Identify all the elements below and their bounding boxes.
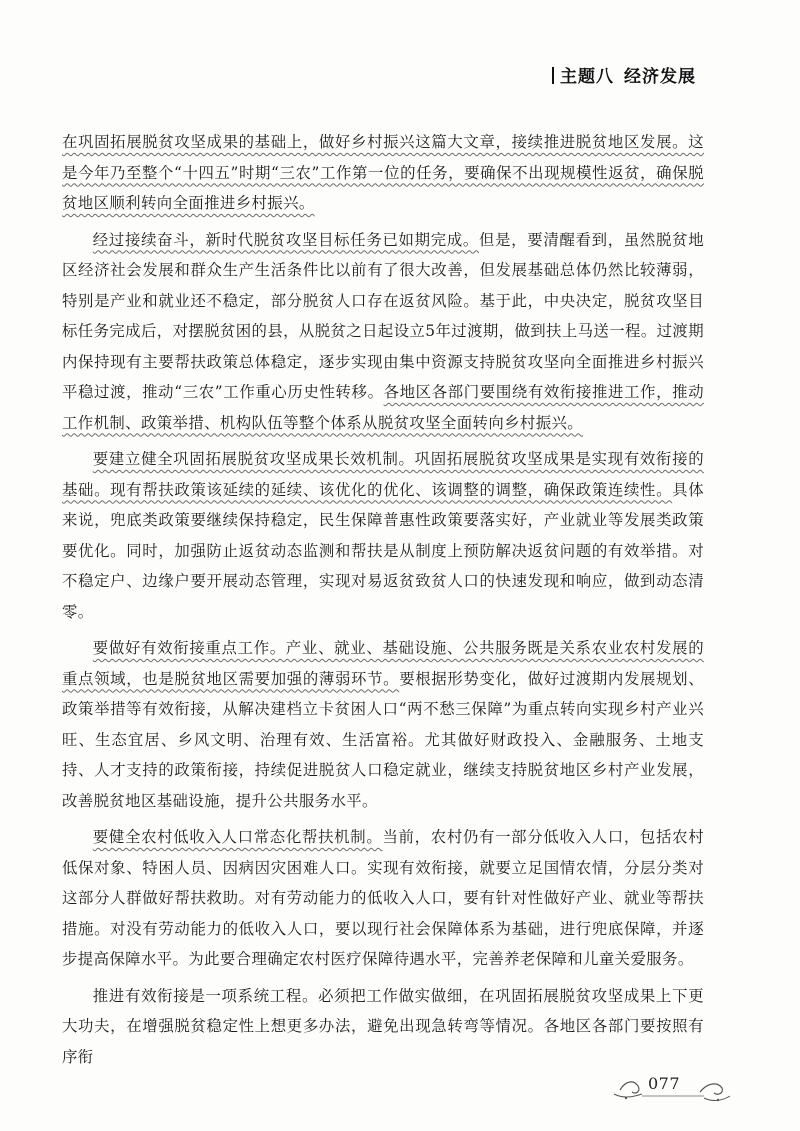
paragraph-4-text: 要根据形势变化，做好过渡期内发展规划、政策举措等有效衔接，从解决建档立卡贫困人口“两不愁三保障”为重点转向实现乡村产业兴旺、生态宜居、乡风文明、治理有效、生活富裕。尤其做好财政投入、金融服务、土地支持、人才支持的政策衔接，持续促进脱贫人口稳定就业，继续支持脱贫地区乡村产业发展，改善脱贫地区基础设施，提升公共服务水平。 [62, 669, 704, 810]
paragraph-3-text: 具体来说，兜底类政策要继续保持稳定，民生保障普惠性政策要落实好，产业就业等发展类政策要优化。同时，加强防止返贫动态监测和帮扶是从制度上预防解决返贫问题的有效举措。对不稳定户、边缘户要开展动态管理，实现对易返贫致贫人口的快速发现和响应，做到动态清零。 [62, 480, 704, 621]
header-divider-bar [552, 67, 554, 84]
paragraph-2-highlight: 经过接续奋斗，新时代脱贫攻坚目标任务已如期完成。 [92, 230, 479, 249]
paragraph-5-highlight: 要健全农村低收入人口常态化帮扶机制。 [92, 828, 383, 846]
paragraph-1-highlight: 在巩固拓展脱贫攻坚成果的基础上，做好乡村振兴这篇大文章，接续推进脱贫地区发展。这是今年乃至整个“十四五”时期“三农”工作第一位的任务，要确保不出现规模性返贫，确保脱贫地区顺利转向全面推进乡村振兴。 [62, 133, 704, 212]
paragraph-5 [62, 822, 704, 975]
paragraph-4 [62, 633, 704, 816]
page-number-ornament [612, 1068, 732, 1108]
paragraph-3 [62, 444, 704, 627]
header-title: 经济发展 [624, 67, 696, 87]
paragraph-2-highlight-end: 各地区各部门要围绕有效衔接推进工作，推动工作机制、政策举措、机构队伍等整个体系从脱贫攻坚全面转向乡村振兴。 [62, 383, 704, 432]
paragraph-5-text: 当前，农村仍有一部分低收入人口，包括农村低保对象、特困人员、因病因灾困难人口。实现有效衔接，就要立足国情农情，分层分类对这部分人群做好帮扶救助。对有劳动能力的低收入人口，要有针对性做好产业、就业等帮扶措施。对没有劳动能力的低收入人口，要以现行社会保障体系为基础，进行兜底保障，并逐步提高保障水平。为此要合理确定农村医疗保障待遇水平，完善养老保障和儿童关爱服务。 [62, 828, 704, 968]
paragraph-2-text: 但是，要清醒看到，虽然脱贫地区经济社会发展和群众生产生活条件比以前有了很大改善，但发展基础总体仍然比较薄弱，特别是产业和就业还不稳定，部分脱贫人口存在返贫风险。基于此，中央决定，脱贫攻坚目标任务完成后，对摆脱贫困的县，从脱贫之日起设立5年过渡期，做到扶上马送一程。过渡期内保持现有主要帮扶政策总体稳定，逐步实现由集中资源支持脱贫攻坚向全面推进乡村振兴平稳过渡，推动“三农”工作重心历史性转移。 [62, 230, 704, 401]
header-section: 主题八 [560, 67, 614, 87]
paragraph-3-highlight: 要建立健全巩固拓展脱贫攻坚成果长效机制。巩固拓展脱贫攻坚成果是实现有效衔接的基础。现有帮扶政策该延续的延续、该优化的优化、该调整的调整，确保政策连续性。 [62, 450, 704, 499]
paragraph-6-text: 推进有效衔接是一项系统工程。必须把工作做实做细，在巩固拓展脱贫攻坚成果上下更大功夫，在增强脱贫稳定性上想更多办法，避免出现急转弯等情况。各地区各部门要按照有序衔 [62, 986, 704, 1066]
page-number: 077 [648, 1074, 681, 1093]
body-text [62, 127, 704, 1078]
running-header [552, 62, 696, 87]
paragraph-6 [62, 981, 704, 1073]
paragraph-2 [62, 225, 704, 439]
paragraph-4-highlight: 要做好有效衔接重点工作。产业、就业、基础设施、公共服务既是关系农业农村发展的重点领域，也是脱贫地区需要加强的薄弱环节。 [62, 639, 704, 688]
paragraph-1 [62, 127, 704, 219]
